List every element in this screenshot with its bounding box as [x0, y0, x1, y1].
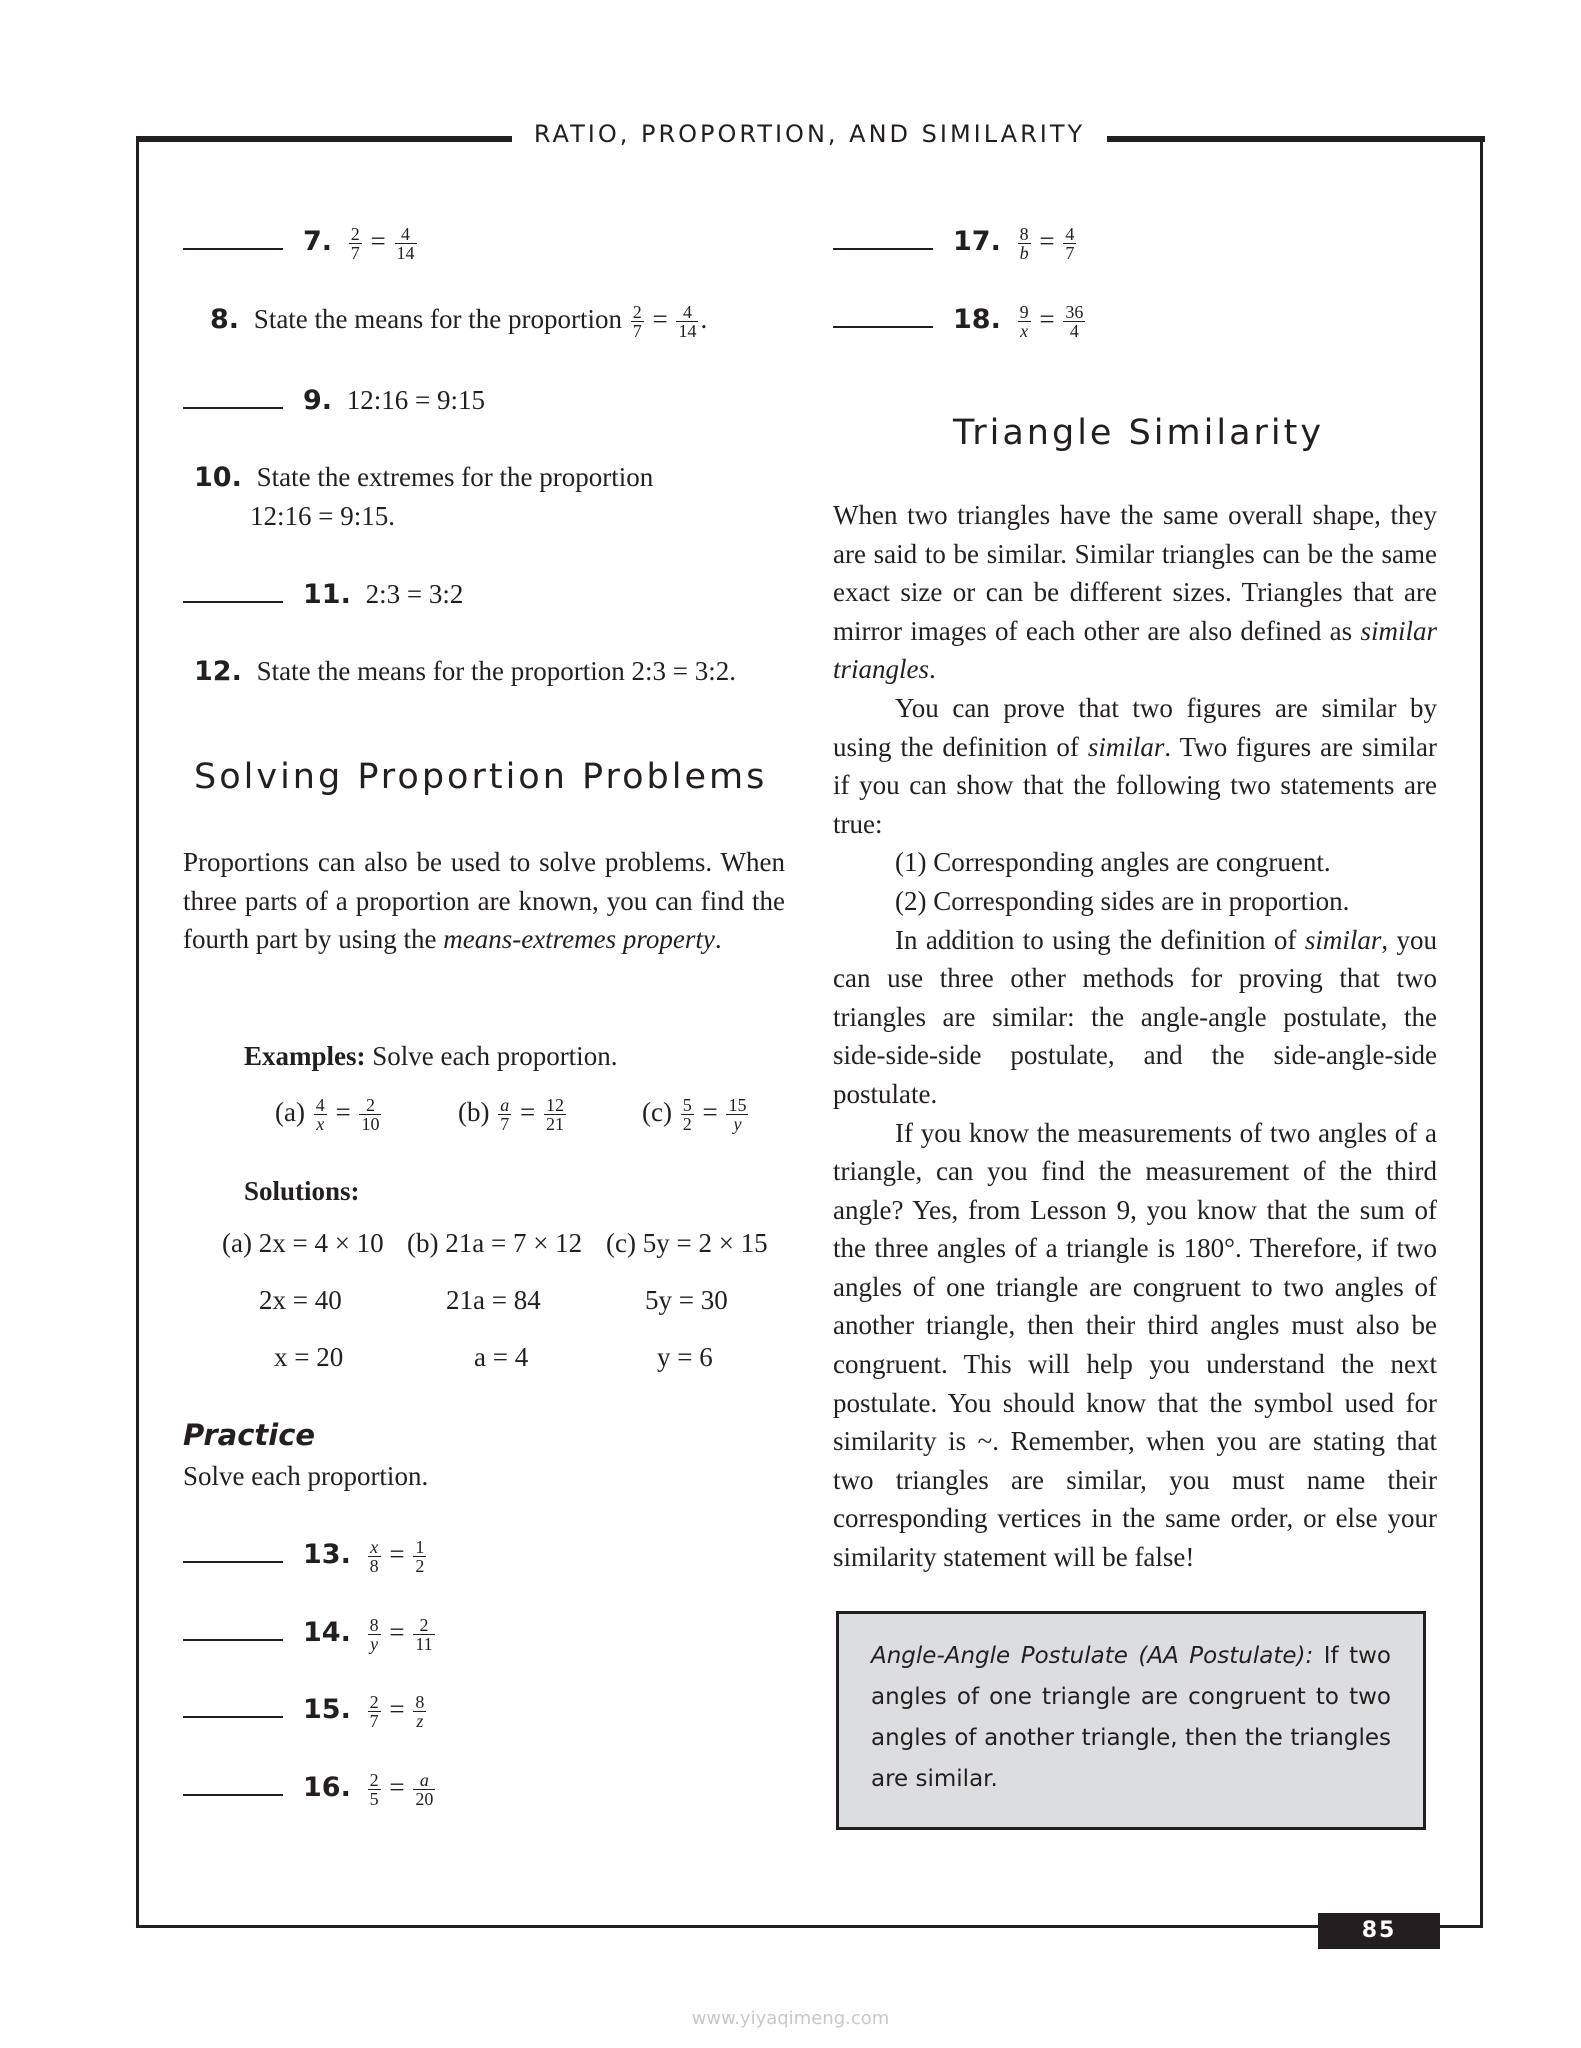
solutions-label: Solutions:: [244, 1176, 360, 1206]
question-12: 12. State the means for the proportion 2:3 = 3:2.: [194, 656, 736, 687]
paragraph-4: If you know the measurements of two angles of a triangle, can you find the measurement of the third angle? Yes, from Lesson 9, you know that the sum of the three angles of a triangle is 180°. Therefore, if two angles of one triangle are congruent to two angles of another triangle, then their third angles must also be congruent. This will help you understand the next postulate. You should know that the symbol used for similarity is ~. Remember, when you are stating that two triangles are similar, you must name their corresponding vertices in the same order, or else your similarity statement will be false!: [833, 1117, 1437, 1573]
question-13: 13. $\frac{x}{8}$ = $\frac{1}{2}$: [183, 1535, 428, 1575]
section-heading-solving: Solving Proportion Problems: [194, 757, 768, 797]
question-16: 16. $\frac{2}{5}$ = $\frac{a}{20}$: [183, 1768, 437, 1808]
fraction: $\frac{2}{5}$: [369, 1770, 379, 1810]
watermark: www.yiyaqimeng.com: [691, 2008, 890, 2029]
question-11: 11. 2:3 = 3:2: [183, 575, 463, 614]
fraction: $\frac{5}{2}$: [682, 1095, 692, 1135]
fraction: $\frac{8}{z}$: [415, 1692, 425, 1732]
fraction: $\frac{15}{y}$: [728, 1095, 747, 1135]
answer-blank[interactable]: [833, 325, 933, 328]
fraction: $\frac{4}{7}$: [1065, 224, 1075, 264]
solving-paragraph: Proportions can also be used to solve problems. When three parts of a proportion are known, you can find the fourth part by using the means-extremes property.: [183, 847, 785, 955]
question-18: 18. $\frac{9}{x}$ = $\frac{36}{4}$: [833, 300, 1087, 340]
list-item-1: (1) Corresponding angles are congruent.: [895, 847, 1331, 878]
answer-blank[interactable]: [183, 247, 283, 250]
answer-blank[interactable]: [183, 1715, 283, 1718]
question-17: 17. $\frac{8}{b}$ = $\frac{4}{7}$: [833, 222, 1078, 262]
example-b: (b) $\frac{a}{7}$ = $\frac{12}{21}$: [458, 1095, 564, 1135]
fraction: $\frac{36}{4}$: [1065, 302, 1084, 342]
answer-blank[interactable]: [833, 247, 933, 250]
question-15: 15. $\frac{2}{7}$ = $\frac{8}{z}$: [183, 1690, 428, 1730]
fraction: $\frac{4}{14}$: [396, 224, 415, 264]
page-number: 85: [1318, 1913, 1440, 1949]
question-7: 7. $\frac{2}{7}$ = $\frac{4}{14}$: [183, 222, 419, 262]
triangle-body: [833, 496, 1437, 1577]
answer-blank[interactable]: [183, 1560, 283, 1563]
section-heading-triangle: Triangle Similarity: [953, 413, 1325, 453]
paragraph-1: When two triangles have the same overall shape, they are said to be similar. Similar triangles can be the same exact size or can be different sizes. Triangles that are mirror images of each other are also defined as similar triangles.: [833, 500, 1438, 685]
question-14: 14. $\frac{8}{y}$ = $\frac{2}{11}$: [183, 1613, 437, 1653]
paragraph-2: You can prove that two figures are similar by using the definition of similar. Two figures are similar if you can show that the following two statements are true:: [833, 692, 1438, 839]
fraction: $\frac{9}{x}$: [1019, 302, 1029, 342]
postulate-box: Angle-Angle Postulate (AA Postulate): If two angles of one triangle are congruent to two angles of another triangle, then the triangles are similar.: [836, 1611, 1426, 1830]
question-10: 10. State the extremes for the proportion 12:16 = 9:15.: [194, 462, 654, 531]
paragraph-3: In addition to using the definition of similar, you can use three other methods for proving that two triangles are similar: the angle-angle postulate, the side-side-side postulate, and the side-angle-side postulate.: [833, 924, 1438, 1109]
question-8: 8. State the means for the proportion $\frac{2}{7}$ = $\frac{4}{14}$ .: [210, 302, 708, 342]
fraction: $\frac{4}{14}$: [678, 302, 697, 342]
answer-blank[interactable]: [183, 1638, 283, 1641]
examples-intro: Examples: Solve each proportion.: [244, 1041, 618, 1071]
example-c: (c) $\frac{5}{2}$ = $\frac{15}{y}$: [642, 1095, 747, 1135]
answer-blank[interactable]: [183, 600, 283, 603]
fraction: $\frac{x}{8}$: [369, 1537, 379, 1577]
fraction: $\frac{2}{11}$: [415, 1615, 433, 1655]
fraction: $\frac{2}{10}$: [361, 1095, 380, 1135]
fraction: $\frac{8}{b}$: [1019, 224, 1029, 264]
fraction: $\frac{8}{y}$: [369, 1615, 379, 1655]
answer-blank[interactable]: [183, 1793, 283, 1796]
fraction: $\frac{a}{7}$: [500, 1095, 510, 1135]
fraction: $\frac{1}{2}$: [415, 1537, 425, 1577]
fraction: $\frac{2}{7}$: [632, 302, 642, 342]
fraction: $\frac{a}{20}$: [415, 1770, 434, 1810]
running-head: RATIO, PROPORTION, AND SIMILARITY: [533, 120, 1086, 148]
practice-instructions: Solve each proportion.: [183, 1461, 429, 1491]
list-item-2: (2) Corresponding sides are in proportion.: [895, 885, 1350, 916]
fraction: $\frac{2}{7}$: [350, 224, 360, 264]
question-9: 9. 12:16 = 9:15: [183, 381, 485, 420]
example-a: (a) $\frac{4}{x}$ = $\frac{2}{10}$: [275, 1095, 380, 1135]
fraction: $\frac{2}{7}$: [369, 1692, 379, 1732]
fraction: $\frac{4}{x}$: [315, 1095, 325, 1135]
practice-heading: Practice: [183, 1418, 316, 1452]
fraction: $\frac{12}{21}$: [545, 1095, 564, 1135]
answer-blank[interactable]: [183, 406, 283, 409]
